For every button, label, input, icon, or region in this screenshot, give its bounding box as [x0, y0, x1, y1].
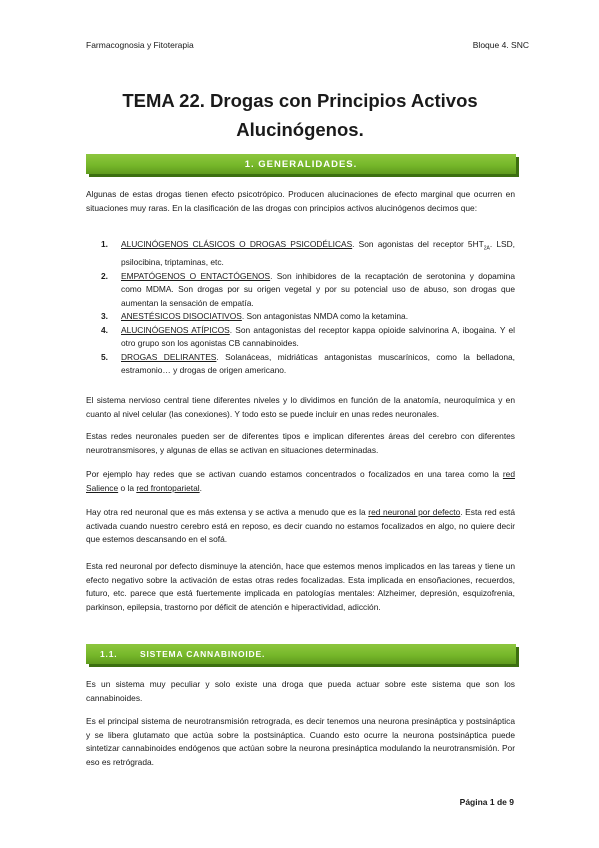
header-course: Farmacognosia y Fitoterapia — [86, 40, 194, 50]
list-text: . Solanáceas, midriáticas antagonistas muscarínicos, como la belladona, estramonio… y drogas de origen americano. — [121, 351, 515, 376]
link-red-salience: red Salience — [86, 469, 515, 493]
paragraph-text: Hay otra red neuronal que es más extensa y se activa a menudo que es la — [86, 507, 369, 517]
list-term: DROGAS DELIRANTES — [121, 351, 217, 362]
classification-list — [86, 238, 515, 378]
link-red-frontoparietal: red frontoparietal — [136, 482, 200, 493]
list-number: 3. — [101, 311, 108, 322]
paragraph-cannabinoide-intro: Es un sistema muy peculiar y solo existe una droga que pueda actuar sobre este sistema que son los cannabinoides. — [86, 679, 515, 703]
page-title — [80, 86, 520, 144]
list-text: . Son inhibidores de la recaptación de serotonina y dopamina como MDMA. Son drogas por su origen vegetal y por su potencial uso de abuso, son drogas que aumentan la sensación de empatía. — [121, 270, 515, 308]
paragraph-text: . — [199, 482, 202, 493]
list-term: ANESTÉSICOS DISOCIATIVOS — [121, 311, 242, 322]
list-text: . Son antagonistas NMDA como la ketamina. — [241, 311, 409, 322]
list-text: . Son agonistas del receptor 5HT — [352, 239, 484, 249]
list-item — [86, 310, 515, 324]
paragraph-redes-focalizadas — [86, 468, 515, 495]
list-item — [86, 351, 515, 378]
subsection-number: 1.1. — [100, 649, 118, 659]
list-term: ALUCINÓGENOS CLÁSICOS O DROGAS PSICODÉLICAS — [121, 239, 353, 249]
list-number: 2. — [101, 270, 108, 281]
list-item — [86, 238, 515, 270]
paragraph-text: . Esta red está activada cuando nuestro cerebro está en reposo, es decir cuando no estamos focalizados en algo, no quiere decir que estemos descansando en el sofá. — [86, 507, 516, 544]
paragraph-patologias: Esta red neuronal por defecto disminuye la atención, hace que estemos menos implicados en las tareas y tiene un efecto negativo sobre la activación de estas otras redes focalizadas. Esta implicada en ensoñaciones, recuerdos, futuro, etc. parece que está fuertemente implicada en patologías mentales: Alzheimer, depresión, esquizofrenia, parkinson, epilepsia, trastorno por déficit de atención e hiperactividad, adicción. — [86, 561, 515, 612]
list-number: 5. — [101, 351, 108, 362]
list-item — [86, 270, 515, 311]
paragraph-text: Por ejemplo hay redes que se activan cuando estamos concentrados o focalizados en una tarea como la — [86, 469, 503, 479]
list-item — [86, 324, 515, 351]
paragraph-intro: Algunas de estas drogas tienen efecto psicotrópico. Producen alucinaciones de efecto marginal que ocurren en situaciones muy raras. En la clasificación de las drogas con principios activos alucinógenos decimos que: — [86, 189, 515, 213]
paragraph-retrograda: Es el principal sistema de neurotransmisión retrograda, es decir tenemos una neurona presináptica y postsináptica y se libera glutamato que actúa sobre la postsináptica. Cuando esto ocurre la neurona postsináptica puede sintetizar cannabinoides endógenos que actúan sobre la neurona presináptica modulando la neurotransmisión. Por eso es retrógrada. — [86, 716, 515, 767]
list-number: 4. — [101, 324, 108, 335]
title-line-1: TEMA 22. Drogas con Principios Activos — [122, 90, 478, 111]
section-heading-label: 1. GENERALIDADES. — [244, 158, 358, 170]
list-term: EMPATÓGENOS O ENTACTÓGENOS — [121, 270, 271, 281]
paragraph-redes: Estas redes neuronales pueden ser de diferentes tipos e implican diferentes áreas del cerebro con diferentes neurotransmisores, y algunas de ellas se activan en situaciones determinadas. — [86, 431, 515, 455]
title-line-2: Alucinógenos. — [236, 119, 364, 140]
link-red-neuronal-defecto: red neuronal por defecto — [368, 507, 461, 517]
subsection-heading-cannabinoide — [86, 644, 516, 664]
header-block: Bloque 4. SNC — [472, 40, 529, 50]
list-text-cont: . LSD, psilocibina, triptaminas, etc. — [121, 239, 515, 268]
list-subscript: 2A — [483, 245, 490, 252]
list-text: . Son antagonistas del receptor kappa opioide salvinorina A, ibogaina. Y el otro grupo son los agonistas CB cannabinoides. — [121, 324, 515, 349]
paragraph-text: o la — [118, 482, 137, 493]
paragraph-red-defecto — [86, 506, 515, 547]
subsection-label: SISTEMA CANNABINOIDE. — [140, 649, 266, 659]
list-number: 1. — [101, 239, 108, 249]
list-term: ALUCINÓGENOS ATÍPICOS — [121, 324, 230, 335]
paragraph-snc: El sistema nervioso central tiene diferentes niveles y lo dividimos en función de la anatomía, neuroquímica y en cuanto al nivel celular (las conexiones). Y todo esto se puede incluir en unas redes neuronales. — [86, 395, 515, 419]
section-heading-generalidades — [86, 154, 516, 174]
page-number: Página 1 de 9 — [459, 797, 514, 807]
